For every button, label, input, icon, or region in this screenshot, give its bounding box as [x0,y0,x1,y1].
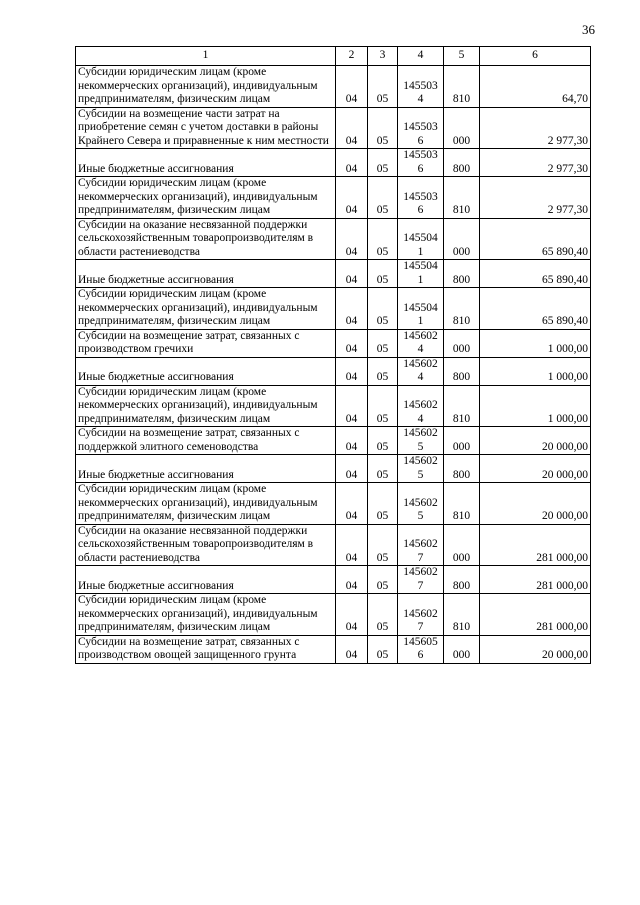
target-code-part-2: 7 [417,621,424,633]
row-section-cell: 04 [336,177,368,219]
row-amount-cell: 281 000,00 [480,524,591,566]
header-row [76,47,591,66]
row-section-cell: 04 [336,218,368,260]
row-subsection-cell: 05 [368,260,398,288]
row-subsection-cell: 05 [368,524,398,566]
row-name-cell: Субсидии юридическим лицам (кроме некоммерческих организаций), индивидуальным предпринимателям, физическим лицам [76,594,336,636]
row-amount-cell: 20 000,00 [480,635,591,663]
row-amount-cell: 65 890,40 [480,260,591,288]
target-code-part-2: 6 [417,134,424,147]
row-expense-type-cell: 810 [444,177,480,219]
row-section-cell: 04 [336,427,368,455]
row-name-cell: Субсидии юридическим лицам (кроме некоммерческих организаций), индивидуальным предпринимателям, физическим лицам [76,385,336,427]
row-section-cell: 04 [336,385,368,427]
target-code-part-2: 7 [417,551,424,564]
row-target-code-cell [398,218,444,260]
table-row [76,524,591,566]
row-amount-cell: 281 000,00 [480,566,591,594]
header-col-6: 6 [480,47,591,66]
row-expense-type-cell: 800 [444,357,480,385]
row-amount-cell: 1 000,00 [480,385,591,427]
row-subsection-cell: 05 [368,149,398,177]
table-row [76,566,591,594]
row-name-cell: Субсидии на возмещение затрат, связанных с производством овощей защищенного грунта [76,635,336,663]
target-code-part-1: 145504 [403,260,438,272]
row-amount-cell: 20 000,00 [480,427,591,455]
row-target-code-cell [398,385,444,427]
row-target-code-cell [398,483,444,525]
row-subsection-cell: 05 [368,288,398,330]
row-subsection-cell: 05 [368,566,398,594]
table-row [76,288,591,330]
target-code-part-2: 1 [417,315,424,327]
table-row [76,594,591,636]
header-col-5: 5 [444,47,480,66]
row-expense-type-cell: 800 [444,149,480,177]
row-expense-type-cell: 000 [444,427,480,455]
row-target-code-cell [398,455,444,483]
row-subsection-cell: 05 [368,635,398,663]
target-code-part-1: 145602 [403,607,438,620]
table-row [76,107,591,149]
target-code-part-2: 4 [417,412,424,425]
target-code-part-1: 145504 [403,301,438,314]
header-col-3: 3 [368,47,398,66]
row-section-cell: 04 [336,635,368,663]
row-name-cell: Субсидии на возмещение затрат, связанных с производством гречихи [76,329,336,357]
row-target-code-cell [398,635,444,663]
table-row [76,483,591,525]
row-section-cell: 04 [336,66,368,108]
target-code-part-1: 145504 [403,232,438,244]
target-code-part-1: 145503 [403,79,438,92]
row-name-cell: Иные бюджетные ассигнования [76,566,336,594]
table-row [76,427,591,455]
target-code-part-2: 4 [417,371,424,383]
row-name-cell: Иные бюджетные ассигнования [76,357,336,385]
target-code-part-1: 145602 [403,329,438,342]
row-amount-cell: 281 000,00 [480,594,591,636]
table-row [76,385,591,427]
budget-table [75,46,591,664]
row-expense-type-cell: 000 [444,524,480,566]
row-name-cell: Субсидии на оказание несвязанной поддержки сельскохозяйственным товаропроизводителям в области растениеводства [76,524,336,566]
row-section-cell: 04 [336,357,368,385]
page-number: 36 [582,22,595,37]
row-expense-type-cell: 810 [444,385,480,427]
row-amount-cell: 20 000,00 [480,483,591,525]
target-code-part-1: 145602 [403,566,438,578]
target-code-part-1: 145602 [403,455,438,467]
row-subsection-cell: 05 [368,329,398,357]
header-col-4: 4 [398,47,444,66]
row-subsection-cell: 05 [368,218,398,260]
row-name-cell: Субсидии юридическим лицам (кроме некоммерческих организаций), индивидуальным предпринимателям, физическим лицам [76,177,336,219]
target-code-part-2: 5 [417,510,424,522]
row-expense-type-cell: 810 [444,66,480,108]
target-code-part-2: 4 [417,343,424,355]
row-section-cell: 04 [336,566,368,594]
row-name-cell: Субсидии на возмещение затрат, связанных с поддержкой элитного семеноводства [76,427,336,455]
table-row [76,329,591,357]
target-code-part-1: 145602 [403,538,438,550]
row-target-code-cell [398,357,444,385]
row-amount-cell: 64,70 [480,66,591,108]
row-section-cell: 04 [336,149,368,177]
row-amount-cell: 1 000,00 [480,329,591,357]
target-code-part-2: 6 [417,162,424,175]
table-row [76,635,591,663]
row-subsection-cell: 05 [368,66,398,108]
row-target-code-cell [398,566,444,594]
table-row [76,177,591,219]
row-amount-cell: 1 000,00 [480,357,591,385]
row-expense-type-cell: 810 [444,594,480,636]
row-expense-type-cell: 000 [444,329,480,357]
row-section-cell: 04 [336,288,368,330]
row-target-code-cell [398,288,444,330]
target-code-part-2: 1 [417,273,424,286]
table-row [76,357,591,385]
target-code-part-1: 145503 [403,190,438,203]
row-amount-cell: 2 977,30 [480,107,591,149]
row-target-code-cell [398,594,444,636]
row-amount-cell: 65 890,40 [480,218,591,260]
row-name-cell: Субсидии юридическим лицам (кроме некоммерческих организаций), индивидуальным предпринимателям, физическим лицам [76,483,336,525]
row-target-code-cell [398,260,444,288]
row-name-cell: Иные бюджетные ассигнования [76,455,336,483]
row-expense-type-cell: 000 [444,107,480,149]
row-target-code-cell [398,524,444,566]
target-code-part-2: 4 [417,93,424,105]
row-section-cell: 04 [336,260,368,288]
target-code-part-1: 145602 [403,496,438,509]
row-section-cell: 04 [336,524,368,566]
target-code-part-2: 5 [417,440,424,453]
table-row [76,260,591,288]
row-name-cell: Субсидии юридическим лицам (кроме некоммерческих организаций), индивидуальным предпринимателям, физическим лицам [76,288,336,330]
row-expense-type-cell: 800 [444,566,480,594]
target-code-part-2: 6 [417,204,424,216]
row-subsection-cell: 05 [368,427,398,455]
row-expense-type-cell: 800 [444,455,480,483]
row-target-code-cell [398,329,444,357]
target-code-part-1: 145602 [403,357,438,370]
row-section-cell: 04 [336,594,368,636]
row-subsection-cell: 05 [368,483,398,525]
target-code-part-1: 145602 [403,399,438,411]
row-name-cell: Субсидии юридическим лицам (кроме некоммерческих организаций), индивидуальным предпринимателям, физическим лицам [76,66,336,108]
row-amount-cell: 2 977,30 [480,177,591,219]
row-target-code-cell [398,177,444,219]
row-expense-type-cell: 800 [444,260,480,288]
table-row [76,149,591,177]
row-amount-cell: 2 977,30 [480,149,591,177]
row-name-cell: Субсидии на возмещение части затрат на приобретение семян с учетом доставки в районы Крайнего Севера и приравненные к ним местности [76,107,336,149]
row-expense-type-cell: 810 [444,483,480,525]
row-section-cell: 04 [336,483,368,525]
target-code-part-1: 145605 [403,635,438,648]
row-target-code-cell [398,149,444,177]
row-name-cell: Иные бюджетные ассигнования [76,260,336,288]
row-name-cell: Субсидии на оказание несвязанной поддержки сельскохозяйственным товаропроизводителям в области растениеводства [76,218,336,260]
target-code-part-1: 145503 [403,121,438,133]
row-subsection-cell: 05 [368,385,398,427]
row-target-code-cell [398,107,444,149]
row-name-cell: Иные бюджетные ассигнования [76,149,336,177]
target-code-part-2: 1 [417,245,424,258]
table-row [76,455,591,483]
target-code-part-1: 145602 [403,427,438,439]
table-row [76,66,591,108]
row-expense-type-cell: 810 [444,288,480,330]
row-target-code-cell [398,66,444,108]
row-target-code-cell [398,427,444,455]
target-code-part-1: 145503 [403,149,438,161]
target-code-part-2: 6 [417,649,424,661]
table-row [76,218,591,260]
row-amount-cell: 20 000,00 [480,455,591,483]
row-amount-cell: 65 890,40 [480,288,591,330]
header-col-1: 1 [76,47,336,66]
row-subsection-cell: 05 [368,455,398,483]
row-section-cell: 04 [336,329,368,357]
row-expense-type-cell: 000 [444,635,480,663]
row-subsection-cell: 05 [368,357,398,385]
target-code-part-2: 7 [417,579,424,592]
target-code-part-2: 5 [417,468,424,481]
row-subsection-cell: 05 [368,177,398,219]
row-subsection-cell: 05 [368,107,398,149]
row-subsection-cell: 05 [368,594,398,636]
row-expense-type-cell: 000 [444,218,480,260]
row-section-cell: 04 [336,455,368,483]
header-col-2: 2 [336,47,368,66]
row-section-cell: 04 [336,107,368,149]
